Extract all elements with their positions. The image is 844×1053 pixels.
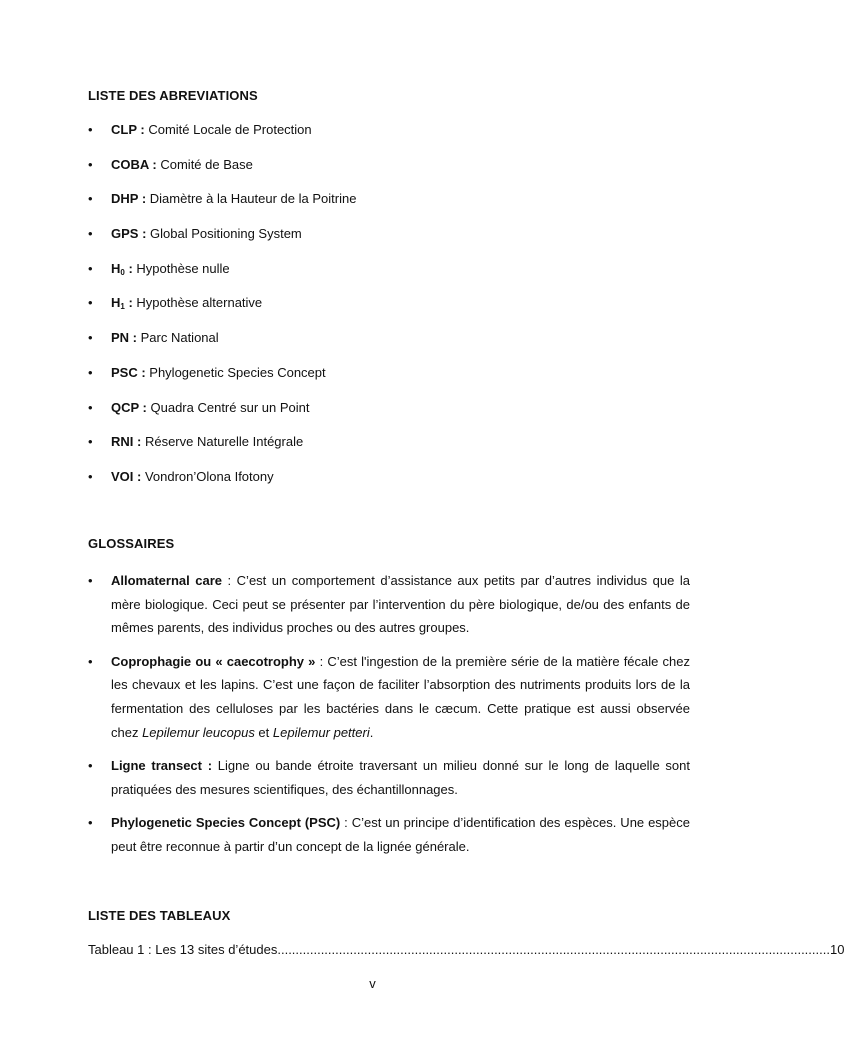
- abbreviation-definition: Global Positioning System: [146, 226, 302, 242]
- list-item: [88, 468, 356, 503]
- bullet-icon: •: [88, 468, 93, 484]
- abbreviation-definition: Diamètre à la Hauteur de la Poitrine: [146, 191, 357, 207]
- page-number: v: [369, 976, 376, 991]
- list-item: [88, 225, 356, 260]
- abbreviation-term: COBA :: [111, 156, 157, 172]
- list-item: [88, 433, 356, 468]
- abbreviation-definition: Hypothèse alternative: [132, 295, 263, 311]
- abbreviation-definition: Vondron’Olona Ifotony: [141, 468, 274, 484]
- abbreviation-term: QCP :: [111, 399, 147, 415]
- list-item: [88, 260, 356, 295]
- bullet-icon: •: [88, 815, 93, 831]
- glossary-entry: [88, 650, 690, 744]
- abbreviation-definition: Phylogenetic Species Concept: [145, 364, 326, 380]
- glossary-entry: [88, 754, 690, 801]
- bullet-icon: •: [88, 122, 93, 137]
- bullet-icon: •: [88, 653, 93, 669]
- abbreviation-term: VOI :: [111, 468, 142, 484]
- glossary-term: Allomaternal care: [111, 573, 223, 588]
- glossary-entry: [88, 569, 690, 640]
- bullet-icon: •: [88, 191, 93, 207]
- bullet-icon: •: [88, 226, 93, 242]
- bullet-icon: •: [88, 399, 93, 415]
- tables-heading: LISTE DES TABLEAUX: [88, 908, 231, 923]
- glossary-definition: Ligne ou bande étroite traversant un milieu donné sur le long de laquelle sont pratiquées des mesures scientifiques, des échantillonnages.: [111, 758, 690, 797]
- abbreviation-term-letter: H: [111, 260, 121, 276]
- glossary-end: .: [369, 724, 374, 740]
- glossary-term: Phylogenetic Species Concept (PSC): [111, 815, 341, 831]
- glossary-entry: [88, 811, 690, 858]
- abbreviations-list: [88, 121, 356, 503]
- abbreviation-term: [111, 261, 133, 276]
- abbreviation-term: DHP :: [111, 191, 147, 207]
- glossary-definition: : C’est un comportement d’assistance aux petits par d’autres individus que la mère biologique. Ceci peut se présenter par l’intervention du père biologique, de/ou des enfants de mêmes parents, des individus proches ou des autres groupes.: [111, 573, 690, 636]
- abbreviation-definition: Hypothèse nulle: [132, 260, 230, 276]
- abbreviations-heading: LISTE DES ABREVIATIONS: [88, 88, 258, 103]
- toc-leader-dots: ........................................................................................................................................................: [280, 942, 830, 957]
- abbreviation-term: PSC :: [111, 364, 146, 380]
- abbreviation-term: GPS :: [111, 226, 147, 242]
- toc-entry-page: 10: [829, 942, 844, 957]
- bullet-icon: •: [88, 156, 93, 172]
- list-item: [88, 294, 356, 329]
- bullet-icon: •: [88, 758, 93, 774]
- bullet-icon: •: [88, 330, 93, 346]
- abbreviation-subscript: 0: [120, 267, 125, 277]
- abbreviation-definition: Parc National: [137, 330, 219, 346]
- glossary-definition: : C’est un principe d’identification des espèces. Une espèce peut être reconnue à partir d’un concept de la lignée générale.: [111, 815, 691, 854]
- abbreviation-term: PN :: [111, 330, 137, 346]
- glossary-connector: et: [254, 724, 273, 740]
- list-item: [88, 329, 356, 364]
- glossary-heading: GLOSSAIRES: [88, 536, 175, 551]
- list-item: [88, 156, 356, 191]
- list-item: [88, 121, 356, 156]
- abbreviation-term: [111, 295, 133, 310]
- bullet-icon: •: [88, 364, 93, 380]
- toc-entry-label: Tableau 1 : Les 13 sites d’études.: [88, 942, 281, 957]
- glossary-term: Coprophagie ou « caecotrophy »: [111, 653, 316, 669]
- glossary-term: Ligne transect :: [111, 758, 213, 774]
- glossary-list: [88, 569, 690, 869]
- list-item: [88, 399, 356, 434]
- list-item: [88, 364, 356, 399]
- abbreviation-term-suffix: :: [124, 260, 133, 276]
- abbreviation-definition: Réserve Naturelle Intégrale: [141, 434, 304, 450]
- bullet-icon: •: [88, 434, 93, 450]
- abbreviation-subscript: 1: [120, 302, 125, 312]
- abbreviation-term: CLP :: [111, 122, 145, 137]
- toc-entry[interactable]: [88, 941, 844, 959]
- bullet-icon: •: [88, 295, 93, 311]
- species-name: Lepilemur leucopus: [142, 724, 255, 740]
- abbreviation-definition: Comité Locale de Protection: [144, 122, 312, 137]
- abbreviation-term-suffix: :: [124, 295, 133, 311]
- glossary-definition: : C’est l'ingestion de la première série de la matière fécale chez les chevaux et les lapins. C’est une façon de faciliter l’absorption des nutriments produits lors de la fermentation des celluloses par les bactéries dans le cæcum. Cette pratique est aussi observée chez: [111, 653, 690, 740]
- species-name: Lepilemur petteri: [272, 724, 370, 740]
- abbreviation-definition: Comité de Base: [156, 156, 253, 172]
- abbreviation-term-letter: H: [111, 295, 121, 311]
- bullet-icon: •: [88, 260, 93, 276]
- list-item: [88, 190, 356, 225]
- bullet-icon: •: [88, 573, 93, 588]
- abbreviation-term: RNI :: [111, 434, 142, 450]
- abbreviation-definition: Quadra Centré sur un Point: [146, 399, 310, 415]
